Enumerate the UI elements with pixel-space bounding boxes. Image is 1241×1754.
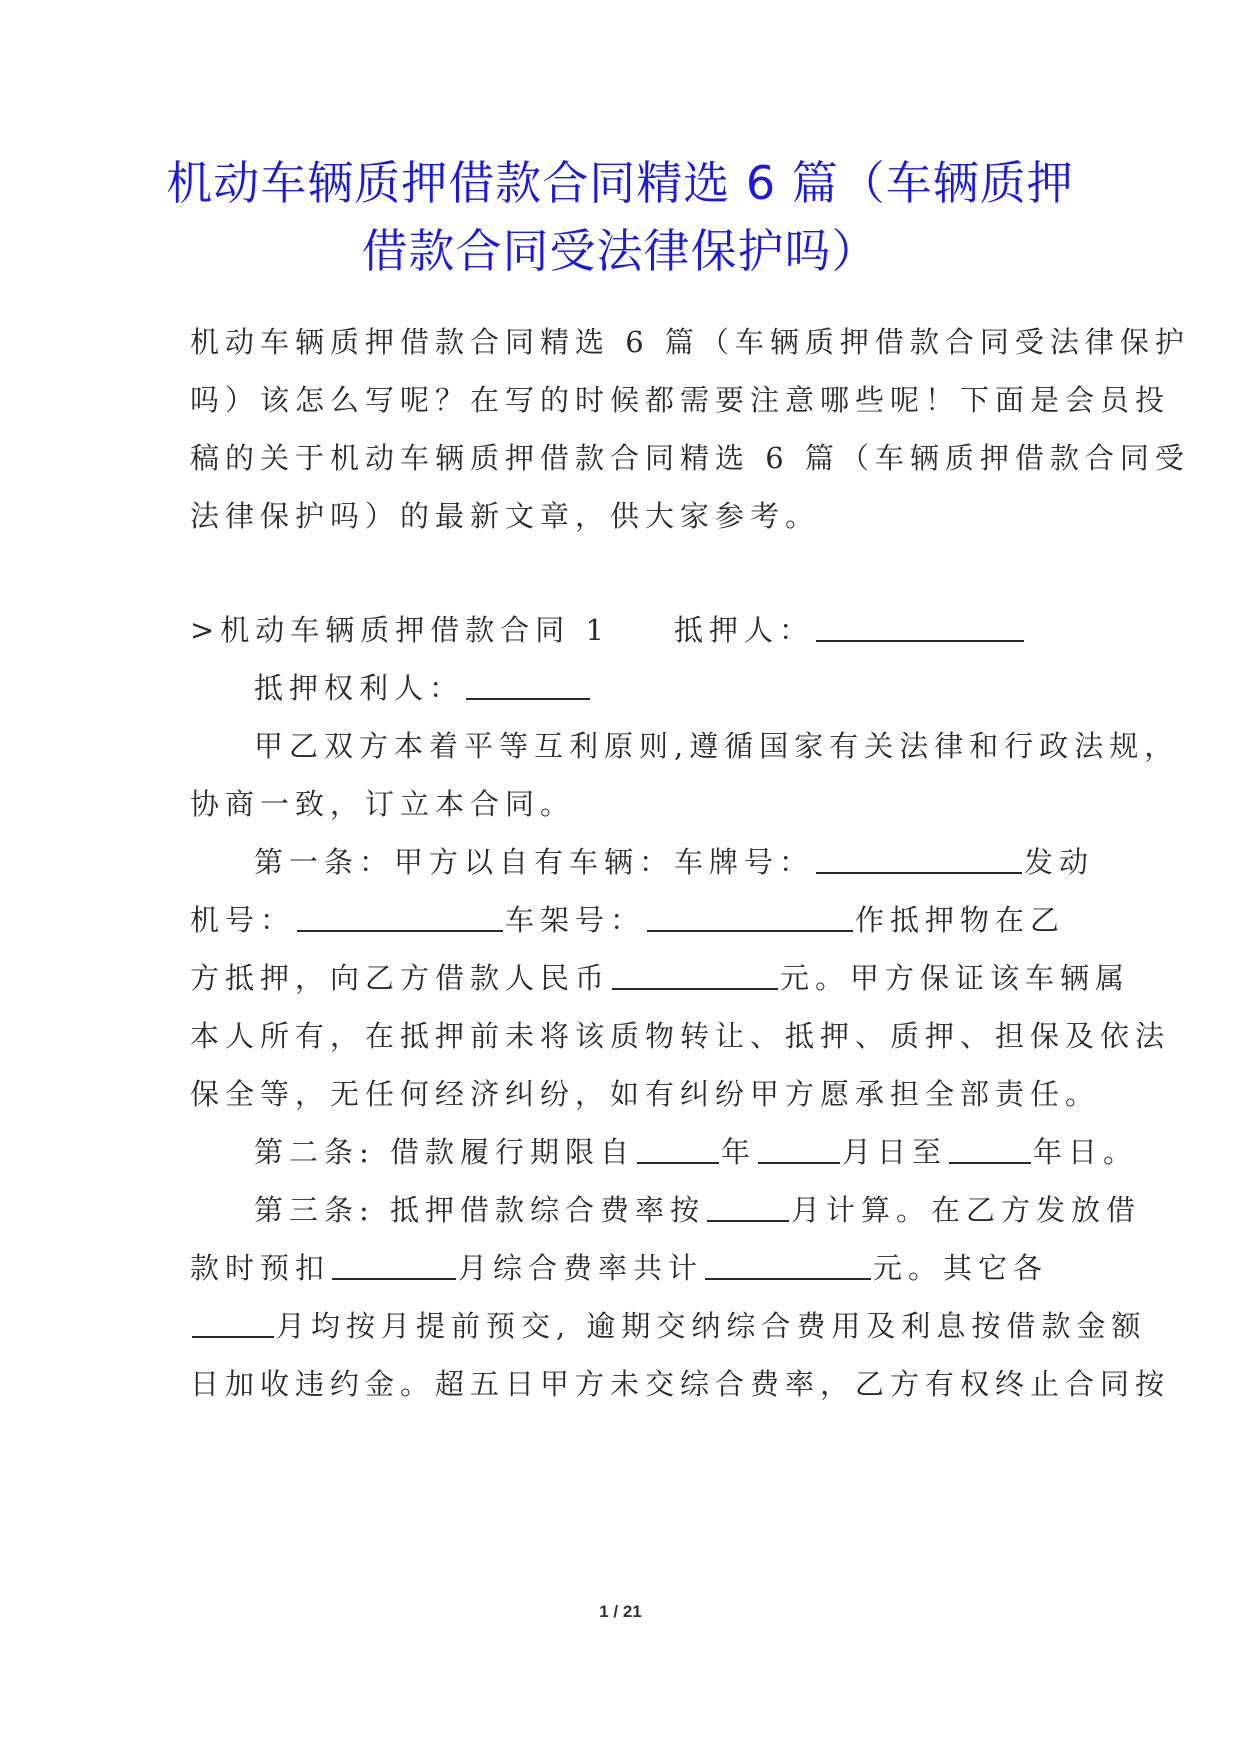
loan-amount-blank [612,958,778,990]
start-year-blank [637,1132,719,1164]
article-1-text: 第一条：甲方以自有车辆：车牌号： [254,845,815,879]
article-3-text: 月计算。在乙方发放借 [791,1193,1142,1227]
article-3-line-4: 日加收违约金。超五日甲方未交综合费率，乙方有权终止合同按 [190,1367,1171,1401]
fee-rate-months-blank [707,1190,789,1222]
article-3-line-2 [190,1236,1048,1300]
intro-line-3: 稿的关于机动车辆质押借款合同精选 6 篇（车辆质押借款合同受 [190,441,1190,475]
pledgee-blank [466,668,590,700]
article-1-text: 车架号： [505,903,646,937]
article-2-text: 年 [721,1135,757,1169]
plate-number-blank [816,842,1022,874]
contract-heading-line [190,598,1026,662]
article-1-line-4: 本人所有，在抵押前未将该质物转让、抵押、质押、担保及依法 [190,1019,1171,1053]
frame-number-blank [647,900,853,932]
article-1-line-3 [190,946,1130,1010]
article-2-text: 第二条: 借款履行期限自 [254,1135,635,1169]
start-month-blank [758,1132,840,1164]
document-title-line-2: 借款合同受法律保护吗） [361,224,879,278]
other-months-blank [192,1306,274,1338]
pledgor-label: 抵押人： [673,613,814,647]
article-1-text: 发动 [1024,845,1095,879]
article-2-text: 月日至 [842,1135,948,1169]
end-year-blank [949,1132,1031,1164]
article-3-text: 元。其它各 [873,1251,1049,1285]
article-1-line-2 [190,888,1065,952]
article-1-line-1 [254,830,1094,894]
pledgee-line [254,656,592,720]
preamble-line-1: 甲乙双方本着平等互利原则,遵循国家有关法律和行政法规， [254,729,1180,763]
prepaid-months-blank [332,1248,456,1280]
intro-line-4: 法律保护吗）的最新文章，供大家参考。 [190,499,821,533]
article-3-text: 款时预扣 [190,1251,331,1285]
page-indicator: 1 / 21 [599,1602,642,1621]
article-1-line-5: 保全等，无任何经济纠纷，如有纠纷甲方愿承担全部责任。 [190,1077,1101,1111]
document-title-line-1: 机动车辆质押借款合同精选 6 篇（车辆质押 [166,156,1074,210]
article-2-line [254,1120,1138,1184]
intro-line-2: 吗）该怎么写呢？在写的时候都需要注意哪些呢！下面是会员投 [190,383,1171,417]
article-1-text: 元。甲方保证该车辆属 [780,961,1131,995]
article-3-line-1 [254,1178,1141,1242]
article-3-text: 第三条: 抵押借款综合费率按 [254,1193,705,1227]
preamble-line-2: 协商一致，订立本合同。 [190,787,576,821]
article-1-text: 作抵押物在乙 [855,903,1066,937]
article-3-text: 月均按月提前预交, 逾期交纳综合费用及利息按借款金额 [276,1309,1147,1343]
intro-line-1: 机动车辆质押借款合同精选 6 篇（车辆质押借款合同受法律保护 [190,325,1190,359]
article-2-text: 年日。 [1033,1135,1139,1169]
pledgor-blank [816,610,1024,642]
article-1-text: 方抵押，向乙方借款人民币 [190,961,611,995]
article-1-text: 机号： [190,903,296,937]
pledgee-label: 抵押权利人： [254,671,465,705]
engine-number-blank [297,900,503,932]
article-3-line-3 [190,1294,1146,1358]
prepaid-total-blank [705,1248,871,1280]
article-3-text: 月综合费率共计 [458,1251,704,1285]
contract-heading: >机动车辆质押借款合同 1 [190,613,610,647]
